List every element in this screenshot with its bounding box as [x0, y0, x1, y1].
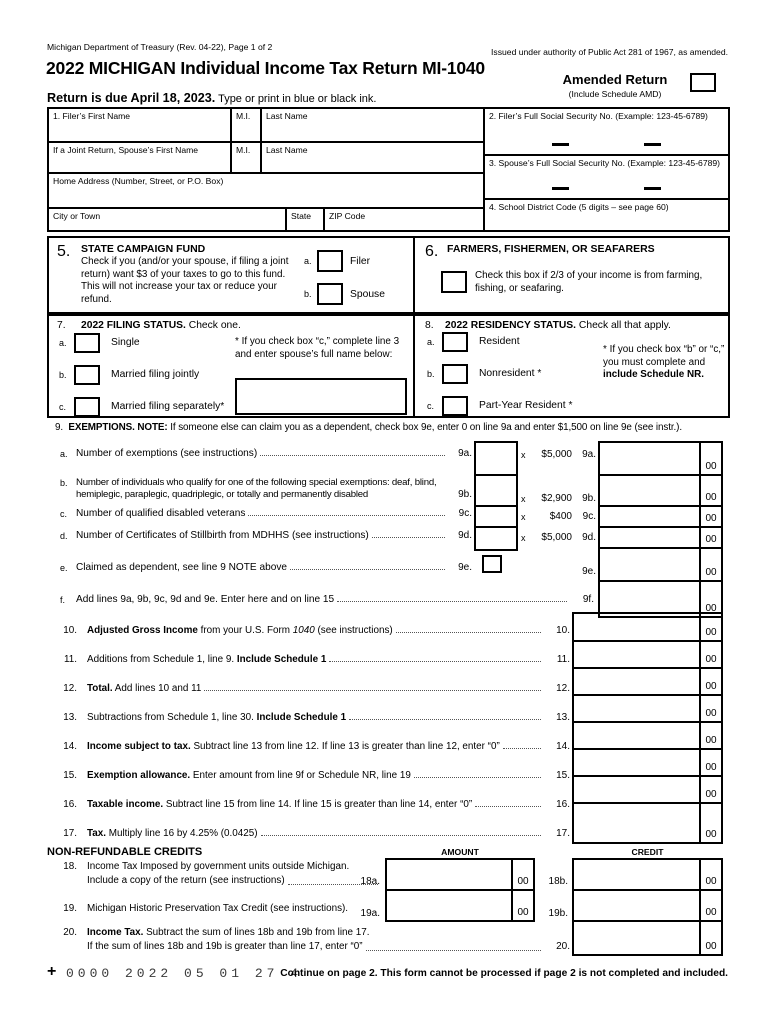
amount-column-header: AMOUNT — [441, 847, 479, 857]
home-address-row — [49, 174, 483, 209]
cents-cell: 00 — [699, 669, 721, 694]
cents-cell: 00 — [699, 528, 721, 547]
amended-return-sub: (Include Schedule AMD) — [568, 89, 662, 99]
count-9c-input[interactable] — [476, 507, 516, 528]
filer-last-name-field[interactable]: Last Name — [266, 111, 308, 121]
cents-cell: 00 — [699, 750, 721, 775]
line-box-label: 10. — [556, 625, 570, 636]
line-18a-input[interactable] — [387, 860, 533, 891]
due-date: Return is due April 18, 2023. — [47, 91, 216, 105]
scanline-code: 0000 2022 05 01 27 4 — [66, 966, 303, 981]
row-text: Claimed as dependent, see line 9 NOTE above — [76, 562, 287, 573]
dotted-leader — [261, 835, 541, 836]
spouse-name-row — [49, 143, 483, 174]
label-19a: 19a. — [360, 908, 380, 919]
amount-9a-input[interactable] — [600, 443, 721, 476]
line-number: 16. — [63, 799, 77, 810]
farmers-checkbox[interactable] — [441, 271, 467, 293]
row-label: 9a. — [458, 448, 472, 459]
section-8-title: 2022 RESIDENCY STATUS. Check all that apply. — [445, 320, 671, 331]
label2-9b: 9b. — [582, 493, 596, 504]
sections-7-8 — [47, 314, 730, 418]
section-6-number: 6. — [425, 243, 439, 260]
row-text: Number of exemptions (see instructions) — [76, 448, 258, 459]
line-box-label: 11. — [556, 654, 570, 665]
cents-cell: 00 — [699, 860, 721, 889]
campaign-spouse-label: Spouse — [350, 289, 385, 300]
credits-amount-boxes — [385, 858, 535, 922]
line-number: 18. — [63, 861, 77, 872]
spouse-full-name-input[interactable] — [235, 378, 407, 415]
residency-partyear-checkbox[interactable] — [442, 396, 468, 416]
filing-separate-label: Married filing separately* — [111, 401, 225, 412]
row-letter: d. — [60, 531, 68, 541]
count-9a-input[interactable] — [476, 443, 516, 476]
filing-single-label: Single — [111, 337, 140, 348]
amount-9c-input[interactable] — [600, 507, 721, 528]
row-letter: c. — [60, 509, 68, 519]
section-7-number: 7. — [57, 320, 66, 331]
zip-field[interactable]: ZIP Code — [329, 211, 366, 221]
dotted-leader — [372, 537, 445, 538]
line-number: 13. — [63, 712, 77, 723]
label2-9c: 9c. — [582, 511, 596, 522]
mult-9d: x — [521, 533, 526, 543]
residency-c-letter: c. — [427, 401, 435, 411]
cents-cell: 00 — [699, 723, 721, 748]
row-letter: a. — [60, 449, 68, 459]
filer-ssn-field[interactable] — [485, 109, 728, 156]
exemption-row-9e — [60, 562, 472, 573]
spouse-ssn-label: 3. Spouse’s Full Social Security No. (Example: 123-45-6789) — [489, 158, 721, 168]
row-text: Add lines 9a, 9b, 9c, 9d and 9e. Enter here and on line 15 — [76, 594, 335, 605]
line-box-label: 16. — [556, 799, 570, 810]
line-20-row: 20. Income Tax. Subtract the sum of lines 18b and 19b from line 17. If the sum of lines 18b and 19b is greater than line 17, enter “0” 20. — [55, 926, 570, 954]
label2-9e: 9e. — [582, 566, 596, 577]
amount-9d: $5,000 — [541, 532, 572, 543]
filer-mi-field[interactable]: M.I. — [232, 109, 262, 141]
mult-9b: x — [521, 494, 526, 504]
city-state-zip-row — [49, 209, 483, 230]
exemption-row-9a — [60, 448, 472, 459]
line-13-input[interactable] — [574, 696, 721, 723]
line-19-row — [55, 903, 381, 914]
exemption-row-9d — [60, 530, 472, 541]
ssn-dash — [552, 187, 569, 190]
filer-ssn-label: 2. Filer’s Full Social Security No. (Example: 123-45-6789) — [489, 111, 708, 121]
filing-joint-label: Married filing jointly — [111, 369, 200, 380]
row-text: Number of individuals who qualify for one of the following special exemptions: deaf, blind, hemiplegic, paraplegic, quadriplegic, or totally and permanently disabled — [76, 477, 437, 500]
row-label: 9c. — [458, 508, 472, 519]
row-text: Number of qualified disabled veterans — [76, 508, 246, 519]
line-16-input[interactable] — [574, 777, 721, 804]
residency-resident-label: Resident — [479, 336, 520, 347]
row-label: 9b. — [458, 489, 472, 500]
line-number: 19. — [63, 903, 77, 914]
line-number: 11. — [64, 654, 77, 665]
school-district-field[interactable]: 4. School District Code (5 digits – see page 60) — [489, 202, 669, 212]
residency-nonresident-checkbox[interactable] — [442, 364, 468, 384]
filing-c-letter: c. — [59, 402, 67, 412]
cents-cell: 00 — [699, 549, 721, 580]
dotted-leader — [414, 777, 541, 778]
cents-cell: 00 — [699, 777, 721, 802]
row-text: Number of Certificates of Stillbirth from MDHHS (see instructions) — [76, 530, 369, 541]
claimed-dependent-checkbox[interactable] — [482, 555, 502, 573]
amount-9c: $400 — [549, 511, 572, 522]
filer-first-name-field[interactable]: 1. Filer’s First Name — [49, 109, 232, 141]
cents-cell: 00 — [699, 443, 721, 474]
residency-note: * If you check box “b” or “c,” you must complete and include Schedule NR. — [603, 344, 725, 380]
section-7-filing-status — [47, 314, 415, 418]
section-5-title: STATE CAMPAIGN FUND — [81, 243, 206, 255]
exemption-count-boxes — [474, 441, 518, 551]
line-18b-input[interactable] — [574, 860, 721, 891]
count-9b-input[interactable] — [476, 476, 516, 507]
line-number: 12. — [63, 683, 77, 694]
count-9d-input[interactable] — [476, 528, 516, 549]
section-5-body: Check if you (and/or your spouse, if filing a joint return) want $3 of your taxes to go to this fund. This will not increase your tax or reduce your refund. — [81, 256, 289, 305]
label-20: 20. — [556, 941, 570, 952]
dotted-leader — [396, 632, 541, 633]
campaign-filer-checkbox[interactable] — [317, 250, 343, 272]
line-box-label: 14. — [556, 741, 570, 752]
amount-9f-input[interactable] — [600, 582, 721, 616]
identity-left — [49, 109, 485, 230]
dotted-leader — [349, 719, 541, 720]
credits-credit-boxes — [572, 858, 723, 956]
cents-cell: 00 — [699, 804, 721, 842]
residency-resident-checkbox[interactable] — [442, 332, 468, 352]
line-18-text1: Income Tax Imposed by government units outside Michigan. — [87, 861, 350, 872]
filing-a-letter: a. — [59, 338, 67, 348]
amount-9b-input[interactable] — [600, 476, 721, 507]
exemptions-heading: 9. EXEMPTIONS. NOTE: If someone else can claim you as a dependent, check box 9e, enter 0 on line 9a and enter $1,500 on line 9e (see instr.). — [55, 422, 682, 433]
cents-cell: 00 — [511, 891, 533, 920]
row-letter: e. — [60, 563, 68, 573]
line-15-input[interactable] — [574, 750, 721, 777]
line-18-text2: Include a copy of the return (see instructions) — [87, 875, 285, 886]
section-5-campaign-fund — [47, 236, 415, 314]
plus-mark: + — [47, 963, 57, 980]
row-label: 9f. — [582, 594, 594, 605]
row-letter: b. — [60, 478, 68, 488]
amount-9a: $5,000 — [541, 449, 572, 460]
line-11-row: 11. Additions from Schedule 1, line 9. Include Schedule 1 11. — [55, 654, 570, 665]
due-line — [47, 91, 376, 105]
line-19b-input[interactable] — [574, 891, 721, 922]
filer-name-row — [49, 109, 483, 143]
filing-joint-checkbox[interactable] — [74, 365, 100, 385]
spouse-last-name-field[interactable]: Last Name — [266, 145, 308, 155]
campaign-spouse-checkbox[interactable] — [317, 283, 343, 305]
spouse-mi-field[interactable]: M.I. — [232, 143, 262, 172]
campaign-spouse-letter: b. — [304, 289, 312, 299]
section-6-farmers — [415, 236, 730, 314]
line-number: 20. — [63, 927, 77, 938]
line-number: 14. — [63, 741, 77, 752]
cents-cell: 00 — [699, 582, 721, 616]
line-14-row: 14. Income subject to tax. Subtract line 13 from line 12. If line 13 is greater than line 12, enter “0” 14. — [55, 741, 570, 752]
line-20-text2: If the sum of lines 18b and 19b is greater than line 17, enter “0” — [87, 941, 363, 952]
cents-cell: 00 — [699, 696, 721, 721]
cents-cell: 00 — [699, 642, 721, 667]
section-7-title: 2022 FILING STATUS. Check one. — [81, 320, 241, 331]
label-18b: 18b. — [548, 876, 568, 887]
line-18-row — [55, 860, 381, 888]
authority-line: Issued under authority of Public Act 281 of 1967, as amended. — [491, 47, 728, 57]
dotted-leader — [337, 601, 567, 602]
line-19-text: Michigan Historic Preservation Tax Credit (see instructions). — [87, 903, 349, 914]
continue-note: Continue on page 2. This form cannot be processed if page 2 is not completed and included. — [280, 968, 728, 979]
section-8-number: 8. — [425, 320, 434, 331]
line-box-label: 15. — [556, 770, 570, 781]
campaign-filer-letter: a. — [304, 256, 312, 266]
amended-return-block — [548, 71, 682, 99]
filing-b-letter: b. — [59, 370, 67, 380]
amount-9e-input[interactable] — [600, 549, 721, 582]
campaign-filer-label: Filer — [350, 256, 371, 267]
residency-b-letter: b. — [427, 369, 435, 379]
section-6-title: FARMERS, FISHERMEN, OR SEAFARERS — [447, 243, 655, 255]
line-12-input[interactable] — [574, 669, 721, 696]
cents-cell: 00 — [699, 614, 721, 640]
cents-cell: 00 — [699, 507, 721, 526]
spouse-first-name-field[interactable]: If a Joint Return, Spouse’s First Name — [49, 143, 232, 172]
ssn-dash — [644, 143, 661, 146]
line-20-input[interactable] — [574, 922, 721, 954]
line-box-label: 17. — [556, 828, 570, 839]
filing-separate-checkbox[interactable] — [74, 397, 100, 417]
dept-line: Michigan Department of Treasury (Rev. 04-22), Page 1 of 2 — [47, 42, 273, 52]
line-19a-input[interactable] — [387, 891, 533, 920]
amount-9d-input[interactable] — [600, 528, 721, 549]
label-18a: 18a. — [360, 876, 380, 887]
amended-return-checkbox[interactable] — [690, 73, 716, 92]
line-10-row: 10. Adjusted Gross Income from your U.S. Form 1040 (see instructions) 10. — [55, 625, 570, 636]
line-13-row: 13. Subtractions from Schedule 1, line 30. Include Schedule 1 13. — [55, 712, 570, 723]
exemption-row-9c — [60, 508, 472, 519]
lines-10-17-amount-boxes — [572, 612, 723, 844]
ssn-dashes — [485, 143, 728, 146]
cents-cell: 00 — [699, 891, 721, 920]
line-17-input[interactable] — [574, 804, 721, 842]
dotted-leader — [290, 569, 445, 570]
line-17-row: 17. Tax. Multiply line 16 by 4.25% (0.0425) 17. — [55, 828, 570, 839]
row-label: 9e. — [458, 562, 472, 573]
label2-9d: 9d. — [582, 532, 596, 543]
line-10-input[interactable] — [574, 614, 721, 642]
credit-column-header: CREDIT — [631, 847, 664, 857]
filing-note: * If you check box “c,” complete line 3 and enter spouse’s full name below: — [235, 336, 400, 360]
exemption-row-9f — [60, 594, 594, 605]
residency-nonresident-label: Nonresident * — [479, 368, 542, 379]
dotted-leader — [366, 950, 541, 951]
section-8-residency-status — [415, 314, 730, 418]
line-12-row: 12. Total. Add lines 10 and 11 12. — [55, 683, 570, 694]
line-14-input[interactable] — [574, 723, 721, 750]
line-box-label: 12. — [556, 683, 570, 694]
dotted-leader — [329, 661, 541, 662]
state-field[interactable]: State — [287, 209, 325, 230]
ssn-dash — [552, 143, 569, 146]
city-field[interactable]: City or Town — [49, 209, 287, 230]
sections-5-6 — [47, 236, 730, 314]
line-box-label: 13. — [556, 712, 570, 723]
mult-9a: x — [521, 450, 526, 460]
home-address-field[interactable]: Home Address (Number, Street, or P.O. Box) — [53, 176, 224, 186]
mult-9c: x — [521, 512, 526, 522]
label-19b: 19b. — [548, 908, 568, 919]
line-number: 15. — [63, 770, 77, 781]
dotted-leader — [204, 690, 541, 691]
exemption-amount-boxes — [598, 441, 723, 618]
form-title: 2022 MICHIGAN Individual Income Tax Return MI-1040 — [46, 58, 485, 78]
exemption-row-9b — [60, 477, 472, 501]
dotted-leader — [248, 515, 445, 516]
row-label: 9d. — [458, 530, 472, 541]
cents-cell: 00 — [699, 922, 721, 954]
line-number: 17. — [63, 828, 77, 839]
residency-partyear-label: Part-Year Resident * — [479, 400, 573, 411]
dotted-leader — [503, 748, 541, 749]
line-15-row: 15. Exemption allowance. Enter amount from line 9f or Schedule NR, line 19 15. — [55, 770, 570, 781]
row-letter: f. — [60, 595, 66, 605]
cents-cell: 00 — [699, 476, 721, 505]
residency-a-letter: a. — [427, 337, 435, 347]
line-11-input[interactable] — [574, 642, 721, 669]
amended-return-label: Amended Return — [562, 72, 668, 87]
ssn-dashes — [485, 187, 728, 190]
section-6-body: Check this box if 2/3 of your income is from farming, fishing, or seafaring. — [475, 270, 703, 294]
section-5-number: 5. — [57, 243, 71, 260]
credits-header: NON-REFUNDABLE CREDITS — [47, 846, 203, 858]
ssn-dash — [644, 187, 661, 190]
identity-right — [485, 109, 728, 230]
line-16-row: 16. Taxable income. Subtract line 15 from line 14. If line 15 is greater than line 14, enter “0” 16. — [55, 799, 570, 810]
spouse-ssn-field[interactable] — [485, 156, 728, 200]
amount-9b: $2,900 — [541, 493, 572, 504]
identity-table — [47, 107, 730, 232]
cents-cell: 00 — [511, 860, 533, 889]
line-number: 10. — [63, 625, 77, 636]
dotted-leader — [260, 455, 445, 456]
filing-single-checkbox[interactable] — [74, 333, 100, 353]
due-instruction: Type or print in blue or black ink. — [215, 93, 377, 105]
label2-9a: 9a. — [582, 449, 596, 460]
dotted-leader — [475, 806, 541, 807]
